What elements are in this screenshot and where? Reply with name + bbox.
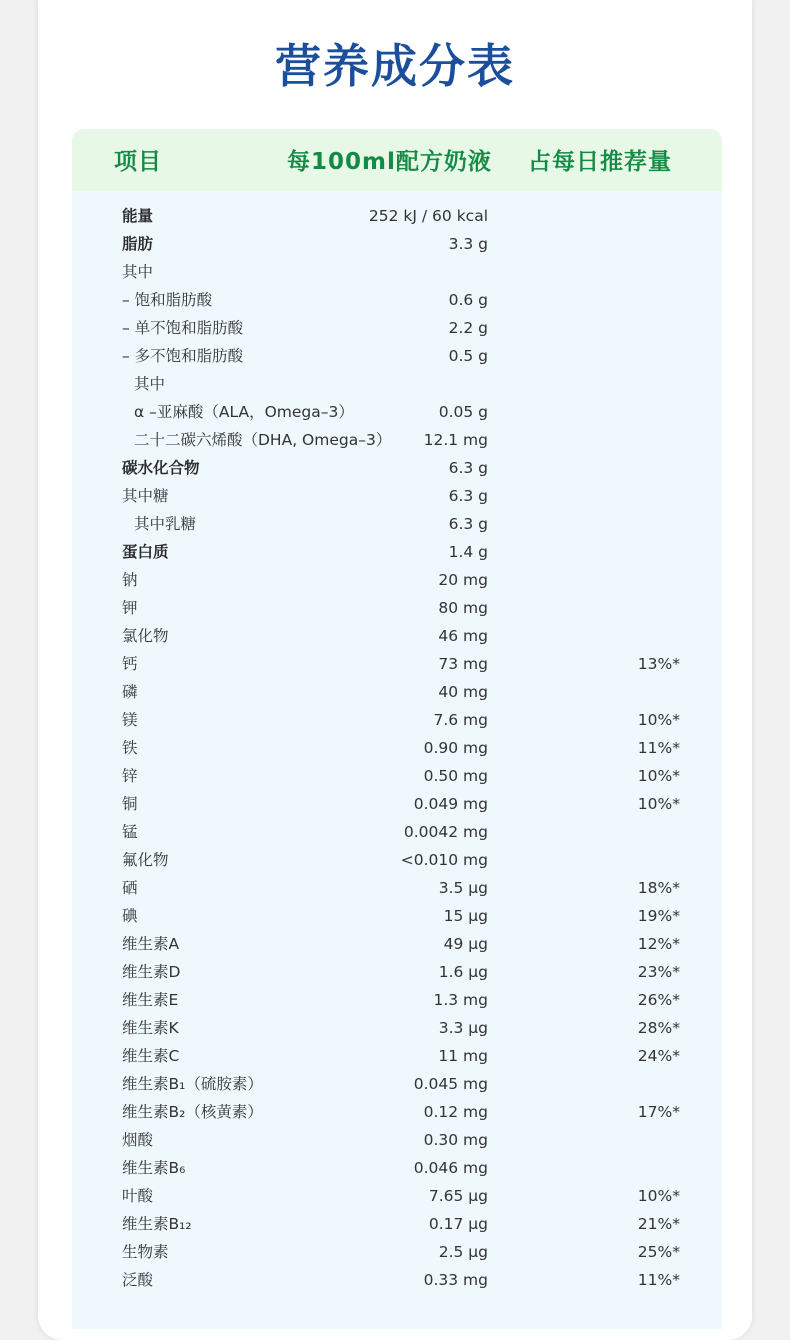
table-row <box>72 958 722 986</box>
nutrient-name: 钾 <box>122 599 138 617</box>
nutrient-value: 0.33 mg <box>423 1271 488 1289</box>
table-row <box>72 986 722 1014</box>
nutrient-name: 能量 <box>122 207 154 225</box>
nutrient-value: 2.5 μg <box>438 1243 488 1261</box>
table-row <box>72 1154 722 1182</box>
nutrient-name: 氟化物 <box>122 851 169 869</box>
table-row <box>72 1126 722 1154</box>
nutrient-value: 3.3 g <box>448 235 488 253</box>
table-row <box>72 706 722 734</box>
table-row <box>72 370 722 398</box>
nutrient-value: 0.6 g <box>448 291 488 309</box>
nutrient-name: – 多不饱和脂肪酸 <box>122 347 244 365</box>
nutrient-value: 3.5 μg <box>438 879 488 897</box>
nutrient-name: 维生素B₁（硫胺素） <box>122 1075 263 1093</box>
nutrient-name: 锌 <box>122 767 138 785</box>
table-row <box>72 1182 722 1210</box>
table-body <box>72 202 722 1294</box>
table-row <box>72 818 722 846</box>
nutrient-value: 15 μg <box>443 907 488 925</box>
nutrient-name: 维生素D <box>122 963 181 981</box>
nutrient-value: 0.5 g <box>448 347 488 365</box>
nutrient-value: 0.50 mg <box>423 767 488 785</box>
nutrient-name: 镁 <box>122 711 138 729</box>
nutrient-daily-pct: 18%* <box>637 879 680 897</box>
nutrient-name: 其中糖 <box>122 487 169 505</box>
nutrient-value: 1.6 μg <box>438 963 488 981</box>
nutrient-name: 蛋白质 <box>122 543 169 561</box>
table-row <box>72 1210 722 1238</box>
table-row <box>72 202 722 230</box>
nutrient-name: 其中 <box>122 263 154 281</box>
nutrient-value: 0.12 mg <box>423 1103 488 1121</box>
table-row <box>72 566 722 594</box>
nutrient-value: <0.010 mg <box>400 851 488 869</box>
table-row <box>72 846 722 874</box>
table-row <box>72 510 722 538</box>
table-row <box>72 930 722 958</box>
table-row <box>72 874 722 902</box>
nutrient-name: 钙 <box>122 655 138 673</box>
nutrient-daily-pct: 19%* <box>637 907 680 925</box>
nutrient-daily-pct: 26%* <box>637 991 680 1009</box>
nutrient-name: 硒 <box>122 879 138 897</box>
nutrient-name: 铜 <box>122 795 138 813</box>
table-row <box>72 1098 722 1126</box>
nutrient-value: 20 mg <box>438 571 488 589</box>
nutrient-name: 维生素B₁₂ <box>122 1215 192 1233</box>
nutrient-name: 碳水化合物 <box>122 459 200 477</box>
nutrient-name: – 单不饱和脂肪酸 <box>122 319 244 337</box>
nutrient-value: 6.3 g <box>448 515 488 533</box>
nutrient-value: 0.045 mg <box>413 1075 488 1093</box>
nutrient-daily-pct: 25%* <box>637 1243 680 1261</box>
nutrient-value: 0.049 mg <box>413 795 488 813</box>
nutrient-name: 其中乳糖 <box>134 515 197 533</box>
nutrient-value: 0.30 mg <box>423 1131 488 1149</box>
nutrient-value: 3.3 μg <box>438 1019 488 1037</box>
nutrient-name: 叶酸 <box>122 1187 154 1205</box>
nutrient-value: 2.2 g <box>448 319 488 337</box>
nutrient-name: 维生素E <box>122 991 179 1009</box>
nutrient-name: 磷 <box>122 683 138 701</box>
nutrient-name: 其中 <box>134 375 166 393</box>
nutrient-name: 碘 <box>122 907 138 925</box>
nutrient-value: 1.3 mg <box>433 991 488 1009</box>
nutrient-name: 维生素B₂（核黄素） <box>122 1103 263 1121</box>
nutrient-name: 二十二碳六烯酸（DHA, Omega–3） <box>134 431 392 449</box>
table-row <box>72 342 722 370</box>
nutrient-value: 0.05 g <box>438 403 488 421</box>
nutrient-name: 烟酸 <box>122 1131 154 1149</box>
table-row <box>72 594 722 622</box>
table-row <box>72 426 722 454</box>
nutrient-name: 维生素K <box>122 1019 179 1037</box>
nutrient-value: 11 mg <box>438 1047 488 1065</box>
table-row <box>72 790 722 818</box>
nutrient-name: 锰 <box>122 823 138 841</box>
nutrient-name: 维生素C <box>122 1047 180 1065</box>
nutrient-name: 脂肪 <box>122 235 154 253</box>
nutrient-daily-pct: 10%* <box>637 1187 680 1205</box>
nutrient-value: 0.17 μg <box>428 1215 488 1233</box>
nutrient-name: 维生素B₆ <box>122 1159 186 1177</box>
table-row <box>72 1070 722 1098</box>
table-row <box>72 538 722 566</box>
table-row <box>72 230 722 258</box>
table-row <box>72 1238 722 1266</box>
table-row <box>72 622 722 650</box>
nutrient-name: 铁 <box>122 739 138 757</box>
table-row <box>72 286 722 314</box>
nutrient-value: 7.65 μg <box>428 1187 488 1205</box>
nutrient-daily-pct: 23%* <box>637 963 680 981</box>
nutrient-value: 46 mg <box>438 627 488 645</box>
table-row <box>72 902 722 930</box>
nutrient-value: 12.1 mg <box>423 431 488 449</box>
nutrient-name: 生物素 <box>122 1243 169 1261</box>
nutrient-daily-pct: 24%* <box>637 1047 680 1065</box>
table-row <box>72 454 722 482</box>
table-row <box>72 1014 722 1042</box>
header-per100ml: 每100ml配方奶液 <box>287 149 492 175</box>
table-row <box>72 398 722 426</box>
page-title: 营养成分表 <box>275 39 515 93</box>
header-item: 项目 <box>114 149 162 175</box>
nutrient-name: – 饱和脂肪酸 <box>122 291 213 309</box>
nutrient-daily-pct: 10%* <box>637 711 680 729</box>
nutrient-value: 40 mg <box>438 683 488 701</box>
nutrient-daily-pct: 10%* <box>637 795 680 813</box>
table-row <box>72 482 722 510</box>
table-row <box>72 650 722 678</box>
nutrient-name: α –亚麻酸（ALA，Omega–3） <box>134 403 354 421</box>
nutrient-daily-pct: 28%* <box>637 1019 680 1037</box>
table-row <box>72 734 722 762</box>
header-daily-pct: 占每日推荐量 <box>528 149 672 175</box>
nutrient-daily-pct: 11%* <box>637 1271 680 1289</box>
nutrient-value: 252 kJ / 60 kcal <box>368 207 488 225</box>
table-row <box>72 678 722 706</box>
nutrient-daily-pct: 10%* <box>637 767 680 785</box>
nutrient-value: 0.0042 mg <box>403 823 488 841</box>
nutrient-value: 49 μg <box>443 935 488 953</box>
nutrient-value: 73 mg <box>438 655 488 673</box>
nutrient-name: 维生素A <box>122 935 180 953</box>
nutrient-daily-pct: 17%* <box>637 1103 680 1121</box>
table-row <box>72 762 722 790</box>
nutrient-name: 泛酸 <box>122 1271 154 1289</box>
table-row <box>72 1266 722 1294</box>
table-row <box>72 1042 722 1070</box>
nutrient-daily-pct: 11%* <box>637 739 680 757</box>
table-row <box>72 314 722 342</box>
nutrient-daily-pct: 12%* <box>637 935 680 953</box>
nutrient-name: 氯化物 <box>122 627 169 645</box>
nutrition-table <box>72 129 722 1329</box>
nutrient-value: 1.4 g <box>448 543 488 561</box>
nutrient-value: 7.6 mg <box>433 711 488 729</box>
nutrient-daily-pct: 21%* <box>637 1215 680 1233</box>
nutrient-name: 钠 <box>122 571 138 589</box>
table-row <box>72 258 722 286</box>
nutrient-value: 6.3 g <box>448 487 488 505</box>
nutrient-value: 6.3 g <box>448 459 488 477</box>
nutrient-value: 80 mg <box>438 599 488 617</box>
table-header <box>72 129 722 191</box>
nutrient-value: 0.90 mg <box>423 739 488 757</box>
nutrient-value: 0.046 mg <box>413 1159 488 1177</box>
nutrient-daily-pct: 13%* <box>637 655 680 673</box>
